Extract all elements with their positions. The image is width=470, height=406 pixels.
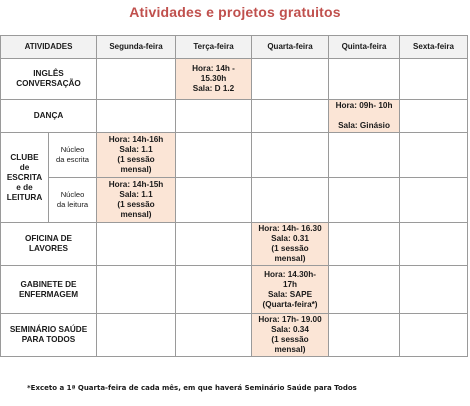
cell-leitura-segunda: Hora: 14h-15h Sala: 1.1 (1 sessão mensal) (97, 178, 176, 223)
row-clube-leitura (1, 178, 468, 223)
cell-leitura-quarta (252, 178, 329, 223)
row-ingles (1, 59, 468, 100)
cell-ingles-sexta (400, 59, 468, 100)
header-terca: Terça-feira (176, 36, 252, 59)
row-oficina (1, 223, 468, 266)
cell-ingles-segunda (97, 59, 176, 100)
header-sexta: Sexta-feira (400, 36, 468, 59)
cell-gabinete-quinta (329, 266, 400, 314)
cell-leitura-terca (176, 178, 252, 223)
cell-danca-terca (176, 100, 252, 133)
cell-ingles-quarta (252, 59, 329, 100)
header-segunda: Segunda-feira (97, 36, 176, 59)
cell-oficina-quinta (329, 223, 400, 266)
cell-danca-sexta (400, 100, 468, 133)
activity-clube: CLUBE de ESCRITA e de LEITURA (1, 133, 49, 223)
activity-gabinete: GABINETE DE ENFERMAGEM (1, 266, 97, 314)
header-atividades: ATIVIDADES (1, 36, 97, 59)
cell-ingles-terca: Hora: 14h - 15.30h Sala: D 1.2 (176, 59, 252, 100)
cell-seminario-segunda (97, 314, 176, 357)
activity-danca: DANÇA (1, 100, 97, 133)
cell-oficina-sexta (400, 223, 468, 266)
cell-gabinete-sexta (400, 266, 468, 314)
footnote: *Exceto a 1ª Quarta-feira de cada mês, em que haverá Seminário Saúde para Todos (27, 384, 357, 392)
cell-seminario-quinta (329, 314, 400, 357)
cell-gabinete-quarta: Hora: 14.30h- 17h Sala: SAPE (Quarta-feira*) (252, 266, 329, 314)
activity-oficina: OFICINA DE LAVORES (1, 223, 97, 266)
cell-ingles-quinta (329, 59, 400, 100)
activity-nucleo-leitura: Núcleo da leitura (49, 178, 97, 223)
cell-leitura-sexta (400, 178, 468, 223)
cell-escrita-quinta (329, 133, 400, 178)
cell-seminario-sexta (400, 314, 468, 357)
activity-nucleo-escrita: Núcleo da escrita (49, 133, 97, 178)
schedule-table (0, 35, 468, 357)
header-quarta: Quarta-feira (252, 36, 329, 59)
cell-escrita-sexta (400, 133, 468, 178)
row-gabinete (1, 266, 468, 314)
cell-seminario-quarta: Hora: 17h- 19.00 Sala: 0.34 (1 sessão mensal) (252, 314, 329, 357)
cell-danca-quarta (252, 100, 329, 133)
cell-danca-segunda (97, 100, 176, 133)
cell-oficina-segunda (97, 223, 176, 266)
row-seminario (1, 314, 468, 357)
row-danca (1, 100, 468, 133)
cell-gabinete-segunda (97, 266, 176, 314)
cell-escrita-segunda: Hora: 14h-16h Sala: 1.1 (1 sessão mensal) (97, 133, 176, 178)
cell-seminario-terca (176, 314, 252, 357)
cell-gabinete-terca (176, 266, 252, 314)
cell-danca-quinta: Hora: 09h- 10h Sala: Ginásio (329, 100, 400, 133)
header-row (1, 36, 468, 59)
activity-seminario: SEMINÁRIO SAÚDE PARA TODOS (1, 314, 97, 357)
cell-leitura-quinta (329, 178, 400, 223)
page-title: Atividades e projetos gratuitos (129, 4, 341, 20)
header-quinta: Quinta-feira (329, 36, 400, 59)
cell-oficina-terca (176, 223, 252, 266)
activity-ingles: INGLÊS CONVERSAÇÃO (1, 59, 97, 100)
cell-oficina-quarta: Hora: 14h- 16.30 Sala: 0.31 (1 sessão mensal) (252, 223, 329, 266)
cell-escrita-quarta (252, 133, 329, 178)
cell-escrita-terca (176, 133, 252, 178)
row-clube-escrita (1, 133, 468, 178)
